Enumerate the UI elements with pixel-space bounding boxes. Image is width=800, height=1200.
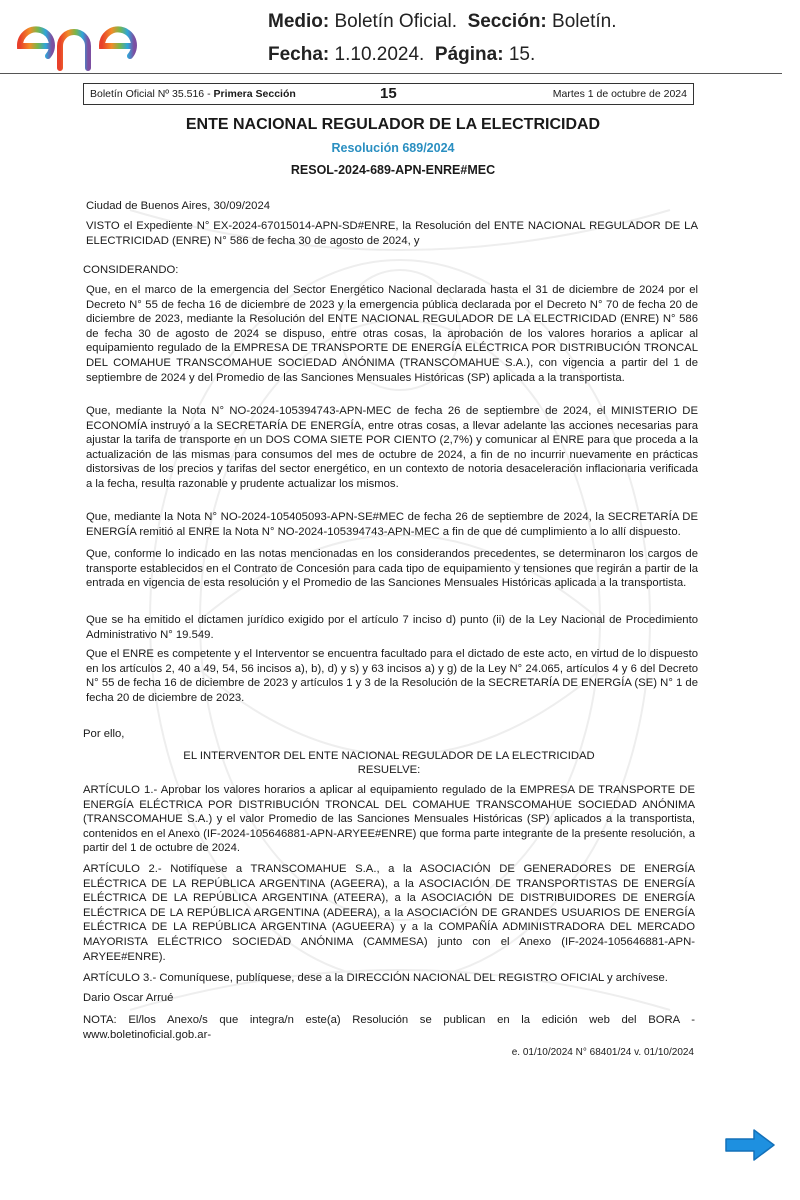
pagina-label: Página: bbox=[434, 44, 504, 65]
meta-line-1 bbox=[268, 11, 616, 33]
medio-label: Medio: bbox=[268, 11, 330, 32]
interventor-heading: EL INTERVENTOR DEL ENTE NACIONAL REGULADOR DE LA ELECTRICIDAD bbox=[183, 750, 595, 762]
articulo-1: ARTÍCULO 1.- Aprobar los valores horarios a aplicar al equipamiento regulado de la EMPRESA DE TRANSPORTE DE ENERGÍA ELÉCTRICA POR DISTRIBUCIÓN TRONCAL DEL COMAHUE TRANSCOMAHUE SOCIEDAD ANÓNIMA (TRANSCOMAHUE S.A.) y el valor Promedio de las Sanciones Mensuales Históricas (SP) aplicados a la transportista, contenidos en el Anexo (IF-2024-105646881-APN-ARYEE#ENRE) que forma parte integrante de la presente resolución, a partir del 1 de octubre de 2024. bbox=[83, 784, 695, 855]
fecha-label: Fecha: bbox=[268, 44, 330, 65]
medio-value: Boletín Oficial. bbox=[334, 11, 457, 32]
bulletin-header bbox=[83, 83, 694, 105]
signer-name: Dario Oscar Arrué bbox=[83, 992, 174, 1004]
entity-title: ENTE NACIONAL REGULADOR DE LA ELECTRICIDAD bbox=[185, 116, 601, 133]
pagina-value: 15. bbox=[508, 44, 536, 65]
seccion-value: Boletín. bbox=[552, 11, 617, 32]
considerando-heading: CONSIDERANDO: bbox=[83, 264, 179, 276]
top-divider bbox=[0, 73, 782, 74]
considerando-paragraph-1: Que, en el marco de la emergencia del Sector Energético Nacional declarada hasta el 31 de diciembre de 2024 por el Decreto N° 55 de fecha 16 de diciembre de 2023 y la emergencia pública declarada por el Decreto N° 70 de fecha 20 de diciembre de 2023, mediante la Resolución del ENTE NACIONAL REGULADOR DE LA ELECTRICIDAD (ENRE) N° 586 de fecha 30 de agosto de 2024 se dispuso, entre otras cosas, la aprobación de los valores horarios a aplicar al equipamiento regulado de la EMPRESA DE TRANSPORTE DE ENERGÍA ELÉCTRICA POR DISTRIBUCIÓN TRONCAL DEL COMAHUE TRANSCOMAHUE SOCIEDAD ANÓNIMA (TRANSCOMAHUE S.A.), con vigencia a partir del 1 de septiembre de 2024 y del Promedio de las Sanciones Mensuales Históricas (SP) aplicada a la transportista. bbox=[86, 284, 698, 384]
considerando-paragraph-5: Que se ha emitido el dictamen jurídico exigido por el artículo 7 inciso d) punto (ii) de la Ley Nacional de Procedimiento Administrativo N° 19.549. bbox=[86, 614, 698, 641]
nota-paragraph: NOTA: El/los Anexo/s que integra/n este(a) Resolución se publican en la edición web del BORA -www.boletinoficial.gob.ar- bbox=[83, 1014, 695, 1041]
considerando-paragraph-2: Que, mediante la Nota N° NO-2024-105394743-APN-MEC de fecha 26 de septiembre de 2024, el MINISTERIO DE ECONOMÍA instruyó a la SECRETARÍA DE ENERGÍA, entre otras cosas, a llevar adelante las acciones necesarias para ajustar la tarifa de transporte en un DOS COMA SIETE POR CIENTO (2,7%) y comunicar al ENRE para que proceda a la actualización de las mismas para consumos del mes de octubre de 2024, a fin de no incurrir nuevamente en prácticas distorsivas de los precios y tarifas del sector energético, en un contexto de notoria desaceleración inflacionaria verificada a la fecha, resulta razonable y prudente actualizar los mismos. bbox=[86, 405, 698, 490]
visto-paragraph: VISTO el Expediente N° EX-2024-67015014-APN-SD#ENRE, la Resolución del ENTE NACIONAL REGULADOR DE LA ELECTRICIDAD (ENRE) N° 586 de fecha 30 de agosto de 2024, y bbox=[86, 220, 698, 247]
resuelve-heading: RESUELVE: bbox=[357, 764, 421, 776]
bulletin-edition bbox=[90, 88, 296, 100]
city-date: Ciudad de Buenos Aires, 30/09/2024 bbox=[86, 200, 271, 212]
arrow-right-icon[interactable] bbox=[724, 1128, 776, 1162]
considerando-paragraph-3: Que, mediante la Nota N° NO-2024-105405093-APN-SE#MEC de fecha 26 de septiembre de 2024, la SECRETARÍA DE ENERGÍA remitió al ENRE la Nota N° NO-2024-105394743-APN-MEC a fin de que dé cumplimiento a lo allí dispuesto. bbox=[86, 511, 698, 538]
edition-number: Boletín Oficial Nº 35.516 - bbox=[90, 88, 214, 100]
articulo-3: ARTÍCULO 3.- Comuníquese, publíquese, dese a la DIRECCIÓN NACIONAL DEL REGISTRO OFICIAL y archívese. bbox=[83, 972, 668, 984]
meta-line-2 bbox=[268, 44, 535, 66]
bulletin-page-number: 15 bbox=[380, 85, 397, 102]
bulletin-date: Martes 1 de octubre de 2024 bbox=[552, 88, 687, 100]
articulo-2: ARTÍCULO 2.- Notifíquese a TRANSCOMAHUE S.A., a la ASOCIACIÓN DE GENERADORES DE ENERGÍA ELÉCTRICA DE LA REPÚBLICA ARGENTINA (AGEERA), a la ASOCIACIÓN DE TRANSPORTISTAS DE ENERGÍA ELÉCTRICA DE LA REPÚBLICA ARGENTINA (ATEERA), a la ASOCIACIÓN DE DISTRIBUIDORES DE ENERGÍA ELÉCTRICA DE LA REPÚBLICA ARGENTINA (ADEERA), a la ASOCIACIÓN DE GRANDES USUARIOS DE ENERGÍA ELÉCTRICA DE LA REPÚBLICA ARGENTINA (AGUEERA) y a la COMPAÑÍA ADMINISTRADORA DEL MERCADO MAYORISTA ELÉCTRICO SOCIEDAD ANÓNIMA (CAMMESA) junto con el Anexo (IF-2024-105646881-APN-ARYEE#ENRE). bbox=[83, 863, 695, 963]
seccion-label: Sección: bbox=[467, 11, 547, 32]
resolution-title: Resolución 689/2024 bbox=[331, 141, 455, 155]
enel-logo bbox=[14, 8, 184, 72]
considerando-paragraph-6: Que el ENRE es competente y el Interventor se encuentra facultado para el dictado de este acto, en virtud de lo dispuesto en los artículos 2, 40 a 49, 54, 56 incisos a), b), d) y s) y 63 incisos a) y g) de la Ley N° 24.065, artículos 4 y 6 del Decreto N° 55 de fecha 16 de diciembre de 2023 y artículos 1 y 3 de la Resolución de la SECRETARÍA DE ENERGÍA (SE) N° 1 de fecha 20 de diciembre de 2023. bbox=[86, 648, 698, 704]
fecha-value: 1.10.2024. bbox=[334, 44, 425, 65]
por-ello: Por ello, bbox=[83, 728, 125, 740]
publication-reference: e. 01/10/2024 N° 68401/24 v. 01/10/2024 bbox=[511, 1047, 694, 1058]
resolution-code: RESOL-2024-689-APN-ENRE#MEC bbox=[290, 163, 496, 177]
section-name: Primera Sección bbox=[213, 88, 296, 100]
considerando-paragraph-4: Que, conforme lo indicado en las notas mencionadas en los considerandos precedentes, se determinaron los cargos de transporte establecidos en el Contrato de Concesión para cada tipo de equipamiento y tensiones que regirán a partir de la entrada en vigencia de esta resolución y el Promedio de las Sanciones Mensuales Históricas aplicada a la transportista. bbox=[86, 548, 698, 590]
